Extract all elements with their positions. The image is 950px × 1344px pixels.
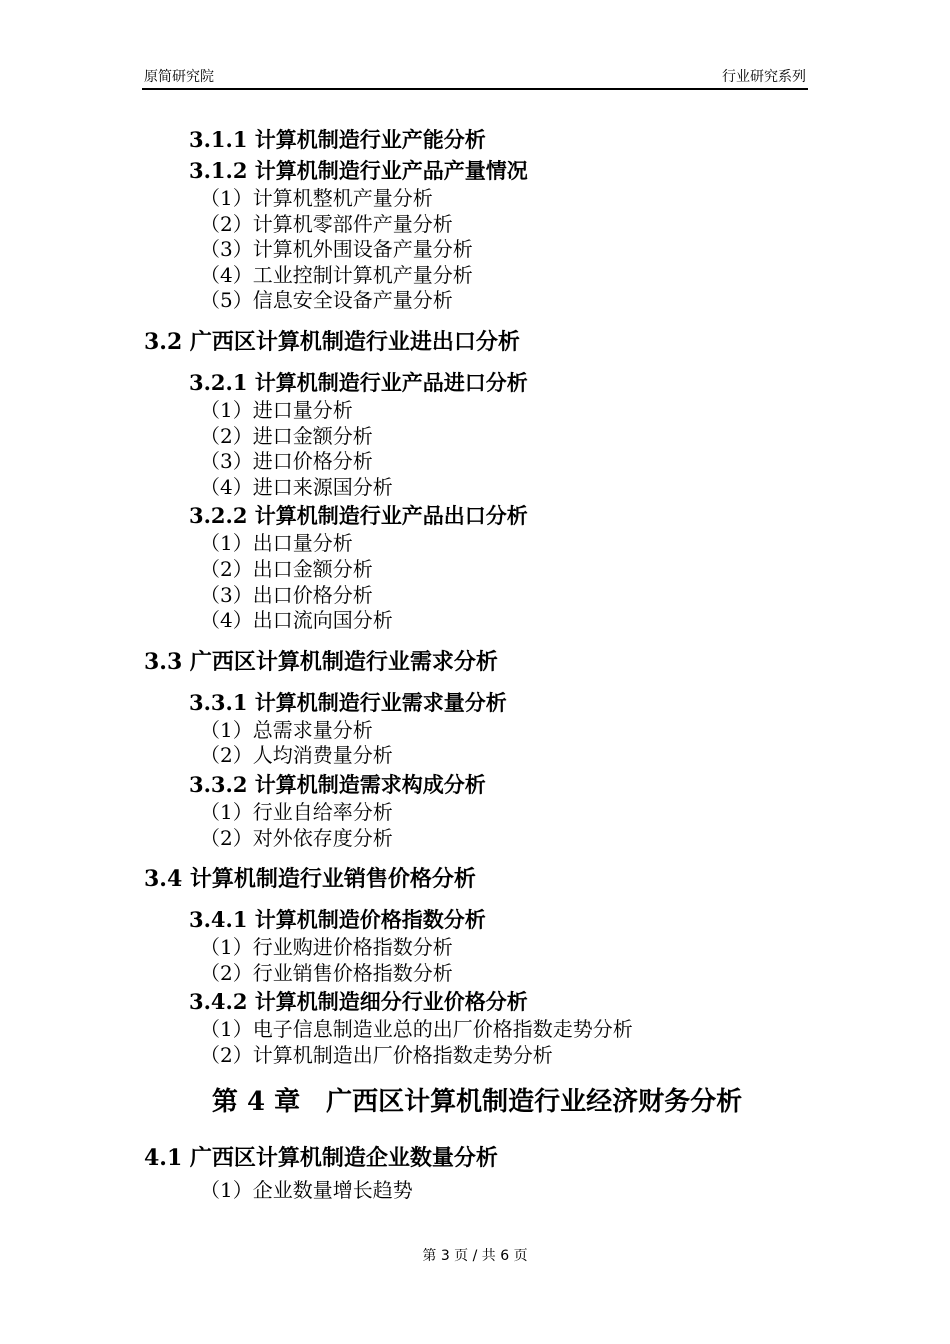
subsection-heading: 3.3.1 计算机制造行业需求量分析 xyxy=(189,689,507,715)
toc-item: （5）信息安全设备产量分析 xyxy=(200,288,453,313)
toc-item: （2）计算机零部件产量分析 xyxy=(200,211,453,236)
subsection-heading: 3.1.2 计算机制造行业产品产量情况 xyxy=(189,158,528,183)
toc-item: （2）进口金额分析 xyxy=(200,423,373,448)
toc-item: （1）出口量分析 xyxy=(200,531,353,556)
toc-item: （1）企业数量增长趋势 xyxy=(200,1178,413,1203)
chapter-heading: 第 4 章 广西区计算机制造行业经济财务分析 xyxy=(211,1087,743,1118)
toc-item: （3）进口价格分析 xyxy=(200,449,373,474)
toc-item: （2）行业销售价格指数分析 xyxy=(200,960,453,985)
header-right-series: 行业研究系列 xyxy=(722,69,806,85)
subsection-heading: 3.1.1 计算机制造行业产能分析 xyxy=(189,127,486,152)
section-heading: 4.1 广西区计算机制造企业数量分析 xyxy=(144,1145,498,1172)
table-of-contents xyxy=(144,124,824,1204)
toc-item: （1）进口量分析 xyxy=(200,397,353,422)
toc-item: （2）计算机制造出厂价格指数走势分析 xyxy=(200,1042,553,1067)
subsection-heading: 3.3.2 计算机制造需求构成分析 xyxy=(189,771,486,797)
page-footer: 第 3 页 / 共 6 页 xyxy=(422,1248,528,1264)
section-heading: 3.4 计算机制造行业销售价格分析 xyxy=(144,866,476,893)
toc-item: （1）行业自给率分析 xyxy=(200,799,393,824)
toc-item: （1）计算机整机产量分析 xyxy=(200,186,433,210)
toc-item: （4）工业控制计算机产量分析 xyxy=(200,262,473,287)
toc-item: （3）出口价格分析 xyxy=(200,582,373,607)
toc-item: （1）电子信息制造业总的出厂价格指数走势分析 xyxy=(200,1017,633,1042)
subsection-heading: 3.2.2 计算机制造行业产品出口分析 xyxy=(189,503,528,529)
header-left-org: 原简研究院 xyxy=(144,69,214,85)
toc-item: （2）人均消费量分析 xyxy=(200,743,393,768)
toc-item: （1）总需求量分析 xyxy=(200,717,373,742)
subsection-heading: 3.4.2 计算机制造细分行业价格分析 xyxy=(189,989,528,1015)
toc-item: （4）出口流向国分析 xyxy=(200,608,393,633)
subsection-heading: 3.4.1 计算机制造价格指数分析 xyxy=(189,907,486,933)
toc-item: （1）行业购进价格指数分析 xyxy=(200,935,453,960)
section-heading: 3.2 广西区计算机制造行业进出口分析 xyxy=(144,328,520,355)
section-heading: 3.3 广西区计算机制造行业需求分析 xyxy=(144,648,498,675)
header-divider xyxy=(142,88,808,90)
toc-item: （2）出口金额分析 xyxy=(200,556,373,581)
toc-item: （2）对外依存度分析 xyxy=(200,825,393,850)
toc-item: （4）进口来源国分析 xyxy=(200,474,393,499)
subsection-heading: 3.2.1 计算机制造行业产品进口分析 xyxy=(189,369,528,395)
toc-item: （3）计算机外围设备产量分析 xyxy=(200,237,473,262)
